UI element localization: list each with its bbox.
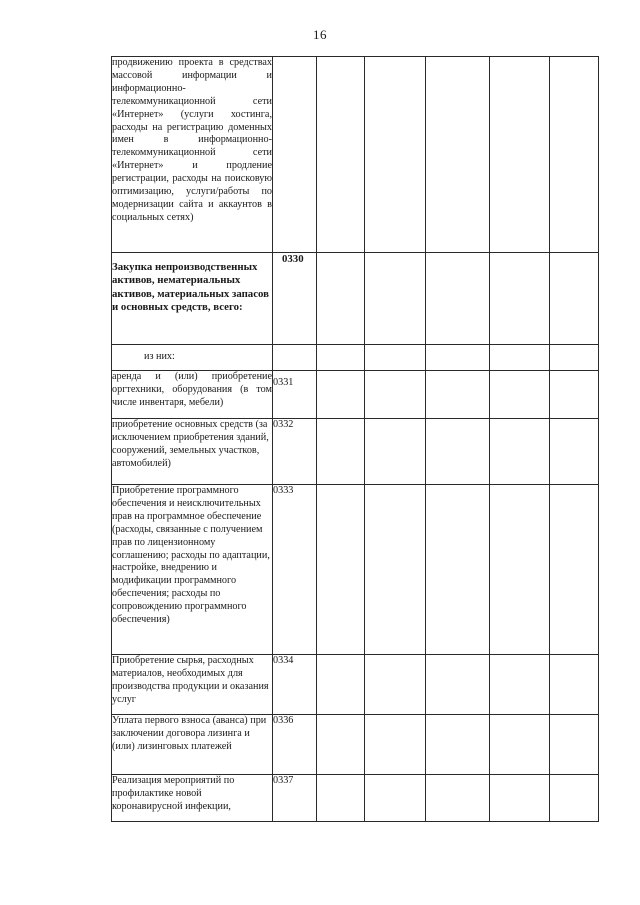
value-cell [550,485,599,655]
table-row [112,419,599,485]
value-cell [550,655,599,715]
row-code: 0331 [273,377,294,388]
row-code: 0334 [273,655,294,666]
value-cell [317,371,365,419]
row-code: 0330 [282,253,304,265]
row-description-cell [112,371,273,419]
row-description-cell [112,345,273,371]
page-number: 16 [313,27,327,42]
table-row [112,485,599,655]
row-description-cell [112,715,273,775]
table-row [112,57,599,253]
value-cell [550,253,599,345]
row-description-cell [112,253,273,345]
value-cell [317,655,365,715]
report-table [111,56,599,822]
table-row-subheader [112,345,599,371]
value-cell [365,775,426,822]
row-description-cell [112,485,273,655]
value-cell [550,57,599,253]
row-description-cell [112,57,273,253]
value-cell [317,485,365,655]
value-cell [550,371,599,419]
value-cell [426,371,490,419]
row-code-cell [273,775,317,822]
value-cell [550,715,599,775]
value-cell [365,419,426,485]
value-cell [426,485,490,655]
row-description: Приобретение программного обеспечения и неисключительных прав на программное обеспечение (расходы, связанные с получением прав по лицензионному соглашению; расходы по адаптации, настройке, внедрению и модификации программного обеспечения; расходы по сопровождению программного обеспечения) [112,485,270,626]
value-cell [490,371,550,419]
value-cell [426,655,490,715]
row-description: из них: [144,351,175,362]
value-cell [426,345,490,371]
row-code-cell [273,371,317,419]
value-cell [317,715,365,775]
value-cell [426,775,490,822]
value-cell [365,485,426,655]
value-cell [365,57,426,253]
table-row [112,371,599,419]
value-cell [490,345,550,371]
table-row-total [112,253,599,345]
row-description-cell [112,775,273,822]
value-cell [490,485,550,655]
value-cell [490,775,550,822]
value-cell [317,775,365,822]
row-code-cell [273,253,317,345]
row-code: 0337 [273,775,294,786]
value-cell [426,57,490,253]
row-description: Реализация мероприятий по профилактике новой коронавирусной инфекции, [112,775,235,812]
row-description-cell [112,655,273,715]
table-row [112,775,599,822]
row-code-cell [273,57,317,253]
value-cell [426,419,490,485]
row-description: Уплата первого взноса (аванса) при заключении договора лизинга и (или) лизинговых платежей [112,715,267,752]
table-row [112,655,599,715]
row-description: Приобретение сырья, расходных материалов, необходимых для производства продукции и оказания услуг [112,655,269,705]
value-cell [550,775,599,822]
row-description: продвижению проекта в средствах массовой информации и информационно-телекоммуникационной сети «Интернет» (услуги хостинга, расходы на регистрацию доменных имен в информационно-телекоммуникационной сети «Интернет» и продление регистрации, расходы на поисковую оптимизацию, услуги/работы по модернизации сайта и аккаунтов в социальных сетях) [112,57,272,223]
value-cell [317,57,365,253]
row-description: аренда и (или) приобретение оргтехники, оборудования (в том числе инвентаря, мебели) [112,371,272,408]
value-cell [550,345,599,371]
value-cell [317,419,365,485]
table-row [112,715,599,775]
value-cell [490,655,550,715]
value-cell [490,253,550,345]
value-cell [490,57,550,253]
row-description-cell [112,419,273,485]
value-cell [365,655,426,715]
row-code-cell [273,715,317,775]
value-cell [365,371,426,419]
value-cell [490,419,550,485]
value-cell [365,345,426,371]
value-cell [365,715,426,775]
row-code: 0332 [273,419,294,430]
value-cell [490,715,550,775]
row-code-cell [273,485,317,655]
row-code: 0333 [273,485,294,496]
value-cell [317,345,365,371]
row-description: Закупка непроизводственных активов, нематериальных активов, материальных запасов и основных средств, всего: [112,261,269,314]
value-cell [550,419,599,485]
row-code-cell [273,655,317,715]
value-cell [365,253,426,345]
row-description: приобретение основных средств (за исключением приобретения зданий, сооружений, земельных участков, автомобилей) [112,419,269,469]
value-cell [317,253,365,345]
row-code-cell [273,419,317,485]
value-cell [426,715,490,775]
row-code: 0336 [273,715,294,726]
value-cell [426,253,490,345]
row-code-cell [273,345,317,371]
